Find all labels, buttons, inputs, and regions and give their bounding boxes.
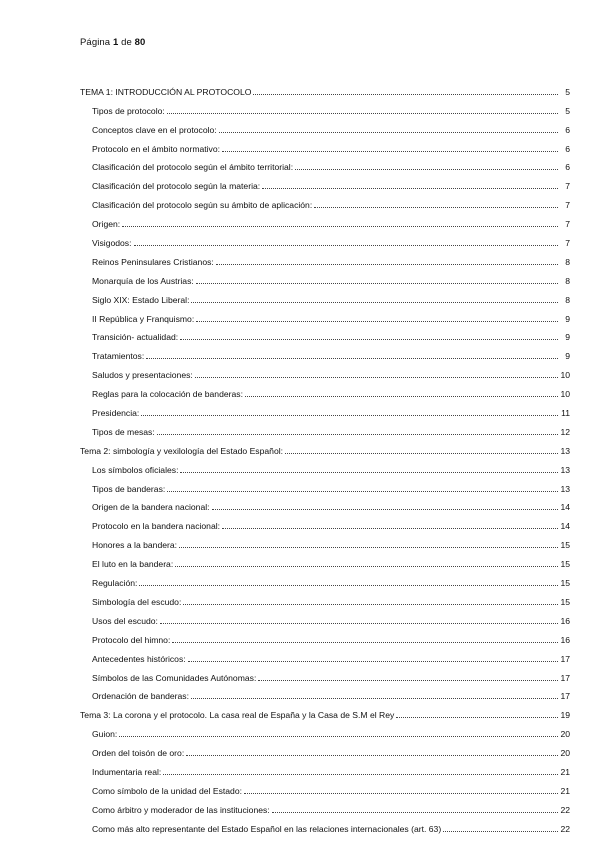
toc-entry-title: Como árbitro y moderador de las instituciones: — [92, 804, 270, 815]
toc-entry-page: 7 — [565, 181, 570, 192]
toc-entry-title: Monarquía de los Austrias: — [92, 275, 194, 286]
toc-entry-page: 17 — [560, 691, 570, 702]
toc-entry-title: Antecedentes históricos: — [92, 653, 186, 664]
toc-entry-title: Tema 3: La corona y el protocolo. La casa real de España y la Casa de S.M el Rey — [80, 710, 395, 721]
toc-entry-title: Orden del toisón de oro: — [92, 748, 185, 759]
toc-dot-leader — [272, 804, 558, 813]
toc-entry-title: Reglas para la colocación de banderas: — [92, 389, 243, 400]
toc-entry-page: 21 — [560, 766, 570, 777]
toc-entry-title: Tipos de protocolo: — [92, 105, 165, 116]
toc-dot-leader — [191, 690, 558, 699]
toc-entry-page: 5 — [565, 105, 570, 116]
toc-section-entry[interactable] — [80, 172, 570, 191]
toc-dot-leader — [134, 237, 559, 246]
toc-section-entry[interactable] — [80, 286, 570, 305]
toc-entry-title: Tratamientos: — [92, 351, 145, 362]
toc-section-entry[interactable] — [80, 399, 570, 418]
toc-entry-title: Reinos Peninsulares Cristianos: — [92, 256, 214, 267]
toc-section-entry[interactable] — [80, 361, 570, 380]
toc-entry-page: 15 — [560, 559, 570, 570]
toc-dot-leader — [219, 124, 558, 133]
toc-section-entry[interactable] — [80, 210, 570, 229]
toc-section-entry[interactable] — [80, 380, 570, 399]
toc-entry-title: Protocolo en el ámbito normativo: — [92, 143, 221, 154]
toc-entry-page: 6 — [565, 162, 570, 173]
toc-section-entry[interactable] — [80, 342, 570, 361]
toc-entry-page: 10 — [560, 389, 570, 400]
toc-entry-title: Presidencia: — [92, 408, 140, 419]
toc-dot-leader — [244, 785, 558, 794]
toc-entry-page: 6 — [565, 143, 570, 154]
toc-section-entry[interactable] — [80, 324, 570, 343]
toc-entry-title: Conceptos clave en el protocolo: — [92, 124, 217, 135]
toc-entry-title: Protocolo en la bandera nacional: — [92, 521, 221, 532]
toc-section-entry[interactable] — [80, 664, 570, 683]
toc-dot-leader — [186, 747, 558, 756]
toc-entry-page: 9 — [565, 351, 570, 362]
toc-dot-leader — [179, 539, 558, 548]
toc-entry-title: Origen: — [92, 219, 121, 230]
toc-entry-page: 8 — [565, 256, 570, 267]
toc-section-entry[interactable] — [80, 588, 570, 607]
toc-section-entry[interactable] — [80, 758, 570, 777]
toc-entry-page: 10 — [560, 370, 570, 381]
toc-entry-page: 21 — [560, 785, 570, 796]
toc-section-entry[interactable] — [80, 626, 570, 645]
toc-entry-page: 22 — [560, 804, 570, 815]
toc-entry-title: Los símbolos oficiales: — [92, 464, 179, 475]
toc-section-entry[interactable] — [80, 815, 570, 834]
toc-entry-page: 14 — [560, 502, 570, 513]
toc-entry-title: Protocolo del himno: — [92, 634, 171, 645]
toc-dot-leader — [253, 86, 558, 95]
toc-entry-page: 19 — [560, 710, 570, 721]
toc-entry-title: Como más alto representante del Estado Español en las relaciones internacionales (art. 63) — [92, 823, 442, 834]
toc-section-entry[interactable] — [80, 531, 570, 550]
toc-entry-page: 15 — [560, 540, 570, 551]
toc-entry-title: Simbología del escudo: — [92, 596, 182, 607]
toc-dot-leader — [285, 445, 558, 454]
current-page: 1 — [112, 37, 119, 48]
toc-entry-title: Clasificación del protocolo según su ámbito de aplicación: — [92, 200, 313, 211]
toc-entry-title: Tema 2: simbología y vexilología del Estado Español: — [80, 445, 284, 456]
toc-section-entry[interactable] — [80, 305, 570, 324]
toc-dot-leader — [163, 766, 558, 775]
toc-section-entry[interactable] — [80, 683, 570, 702]
toc-entry-title: Saludos y presentaciones: — [92, 370, 193, 381]
toc-entry-title: Usos del escudo: — [92, 615, 158, 626]
toc-section-entry[interactable] — [80, 229, 570, 248]
toc-section-entry[interactable] — [80, 494, 570, 513]
toc-entry-title: Ordenación de banderas: — [92, 691, 189, 702]
toc-dot-leader — [141, 407, 558, 416]
toc-dot-leader — [314, 199, 558, 208]
toc-dot-leader — [167, 105, 558, 114]
toc-dot-leader — [245, 388, 558, 397]
toc-dot-leader — [175, 558, 558, 567]
toc-entry-page: 17 — [560, 672, 570, 683]
toc-entry-page: 12 — [560, 426, 570, 437]
toc-dot-leader — [212, 501, 558, 510]
toc-section-entry[interactable] — [80, 720, 570, 739]
toc-dot-leader — [157, 426, 558, 435]
toc-dot-leader — [167, 483, 558, 492]
toc-section-entry[interactable] — [80, 97, 570, 116]
toc-section-entry[interactable] — [80, 512, 570, 531]
toc-entry-title: TEMA 1: INTRODUCCIÓN AL PROTOCOLO — [80, 86, 252, 97]
toc-section-entry[interactable] — [80, 569, 570, 588]
toc-dot-leader — [180, 331, 558, 340]
toc-section-entry[interactable] — [80, 418, 570, 437]
toc-chapter-entry[interactable] — [80, 437, 570, 456]
toc-dot-leader — [262, 180, 558, 189]
toc-dot-leader — [443, 823, 558, 832]
toc-dot-leader — [172, 634, 558, 643]
toc-dot-leader — [295, 161, 558, 170]
toc-dot-leader — [119, 728, 558, 737]
toc-entry-page: 20 — [560, 748, 570, 759]
toc-entry-page: 9 — [565, 313, 570, 324]
toc-dot-leader — [160, 615, 558, 624]
toc-section-entry[interactable] — [80, 248, 570, 267]
toc-section-entry[interactable] — [80, 116, 570, 135]
toc-section-entry[interactable] — [80, 796, 570, 815]
total-pages: 80 — [134, 37, 146, 48]
toc-section-entry[interactable] — [80, 645, 570, 664]
toc-entry-title: Origen de la bandera nacional: — [92, 502, 210, 513]
toc-dot-leader — [196, 275, 558, 284]
toc-entry-page: 5 — [565, 86, 570, 97]
toc-dot-leader — [222, 143, 558, 152]
toc-dot-leader — [222, 520, 558, 529]
toc-entry-title: Siglo XIX: Estado Liberal: — [92, 294, 190, 305]
toc-entry-page: 13 — [560, 445, 570, 456]
toc-entry-page: 17 — [560, 653, 570, 664]
toc-entry-page: 8 — [565, 275, 570, 286]
toc-dot-leader — [191, 294, 558, 303]
toc-dot-leader — [188, 653, 558, 662]
toc-entry-title: Visigodos: — [92, 238, 132, 249]
toc-entry-page: 7 — [565, 200, 570, 211]
toc-chapter-entry[interactable] — [80, 701, 570, 720]
toc-entry-page: 16 — [560, 634, 570, 645]
toc-entry-title: Indumentaria real: — [92, 766, 162, 777]
toc-entry-page: 11 — [561, 408, 570, 419]
toc-entry-title: Transición- actualidad: — [92, 332, 179, 343]
toc-entry-title: El luto en la bandera: — [92, 559, 174, 570]
toc-section-entry[interactable] — [80, 267, 570, 286]
toc-section-entry[interactable] — [80, 739, 570, 758]
toc-entry-page: 7 — [565, 219, 570, 230]
toc-entry-page: 13 — [560, 483, 570, 494]
toc-entry-title: Guion: — [92, 729, 118, 740]
toc-dot-leader — [196, 313, 558, 322]
toc-dot-leader — [139, 577, 558, 586]
toc-entry-page: 7 — [565, 238, 570, 249]
toc-entry-title: Honores a la bandera: — [92, 540, 178, 551]
toc-entry-page: 22 — [560, 823, 570, 834]
toc-entry-title: Regulación: — [92, 578, 138, 589]
toc-section-entry[interactable] — [80, 456, 570, 475]
toc-entry-page: 14 — [560, 521, 570, 532]
toc-entry-title: Como símbolo de la unidad del Estado: — [92, 785, 243, 796]
page-of: de — [121, 37, 132, 48]
toc-entry-page: 13 — [560, 464, 570, 475]
toc-dot-leader — [146, 350, 558, 359]
toc-chapter-entry[interactable] — [80, 78, 570, 97]
toc-dot-leader — [122, 218, 558, 227]
toc-entry-page: 15 — [560, 578, 570, 589]
table-of-contents — [80, 78, 570, 834]
toc-entry-page: 15 — [560, 596, 570, 607]
toc-entry-title: Símbolos de las Comunidades Autónomas: — [92, 672, 257, 683]
toc-entry-page: 9 — [565, 332, 570, 343]
toc-section-entry[interactable] — [80, 475, 570, 494]
toc-section-entry[interactable] — [80, 550, 570, 569]
toc-entry-page: 6 — [565, 124, 570, 135]
toc-entry-title: II República y Franquismo: — [92, 313, 195, 324]
toc-dot-leader — [195, 369, 558, 378]
toc-entry-page: 8 — [565, 294, 570, 305]
toc-dot-leader — [258, 672, 558, 681]
toc-entry-page: 16 — [560, 615, 570, 626]
toc-dot-leader — [183, 596, 558, 605]
toc-dot-leader — [180, 464, 558, 473]
toc-entry-title: Clasificación del protocolo según la materia: — [92, 181, 261, 192]
toc-section-entry[interactable] — [80, 191, 570, 210]
toc-section-entry[interactable] — [80, 135, 570, 154]
toc-section-entry[interactable] — [80, 154, 570, 173]
toc-entry-title: Clasificación del protocolo según el ámbito territorial: — [92, 162, 294, 173]
toc-dot-leader — [396, 709, 558, 718]
toc-entry-page: 20 — [560, 729, 570, 740]
page-number-header — [80, 37, 145, 48]
toc-section-entry[interactable] — [80, 607, 570, 626]
toc-dot-leader — [216, 256, 558, 265]
toc-section-entry[interactable] — [80, 777, 570, 796]
page-label: Página — [80, 37, 111, 48]
toc-entry-title: Tipos de banderas: — [92, 483, 166, 494]
toc-entry-title: Tipos de mesas: — [92, 426, 155, 437]
